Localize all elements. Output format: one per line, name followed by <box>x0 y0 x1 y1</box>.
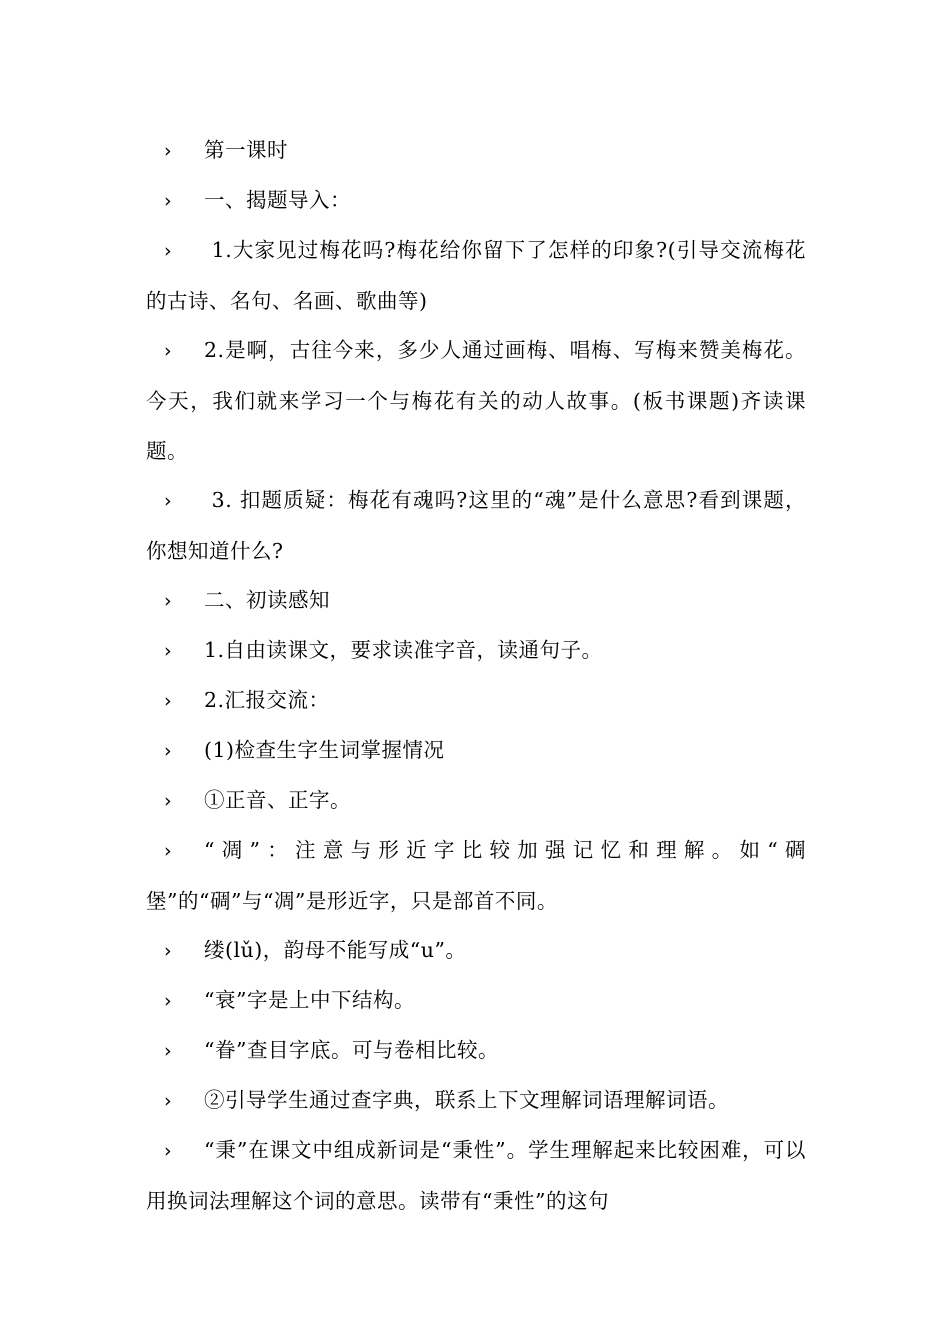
bullet-icon: › <box>163 490 173 512</box>
bullet-icon: › <box>163 140 173 162</box>
paragraph-char-diao <box>146 825 806 926</box>
paragraph-item-2 <box>146 325 806 476</box>
paragraph-char-shuai <box>146 975 806 1026</box>
paragraph-correct-pronunciation <box>146 775 806 826</box>
paragraph-text: ①正音、正字。 <box>204 788 351 812</box>
bullet-icon: › <box>163 740 173 762</box>
paragraph-text: “秉”在课文中组成新词是“秉性”。学生理解起来比较困难，可以用换词法理解这个词的意思。读带有“秉性”的这句 <box>146 1138 806 1213</box>
bullet-icon: › <box>163 640 173 662</box>
paragraph-text: (1)检查生字生词掌握情况 <box>204 738 445 762</box>
paragraph-text: “凋”：注意与形近字比较加强记忆和理解。如“碉堡”的“碉”与“凋”是形近字，只是部首不同。 <box>146 838 806 913</box>
paragraph-text: 1.大家见过梅花吗?梅花给你留下了怎样的印象?(引导交流梅花的古诗、名句、名画、歌曲等) <box>146 238 806 313</box>
bullet-icon: › <box>163 940 173 962</box>
paragraph-text: 二、初读感知 <box>204 588 330 612</box>
bullet-icon: › <box>163 1140 173 1162</box>
paragraph-text: 缕(lǔ)，韵母不能写成“u”。 <box>204 938 467 962</box>
paragraph-lesson-title <box>146 125 806 176</box>
bullet-icon: › <box>163 1090 173 1112</box>
paragraph-section-two <box>146 575 806 626</box>
paragraph-read-item-2 <box>146 675 806 726</box>
bullet-icon: › <box>163 1040 173 1062</box>
paragraph-text: “衰”字是上中下结构。 <box>204 988 415 1012</box>
paragraph-char-lv <box>146 925 806 976</box>
paragraph-text: 2.是啊，古往今来，多少人通过画梅、唱梅、写梅来赞美梅花。今天，我们就来学习一个与梅花有关的动人故事。(板书课题)齐读课题。 <box>146 338 806 463</box>
paragraph-char-juan <box>146 1025 806 1076</box>
paragraph-item-3 <box>146 475 806 576</box>
bullet-icon: › <box>163 790 173 812</box>
bullet-icon: › <box>163 190 173 212</box>
paragraph-item-1 <box>146 225 806 326</box>
paragraph-text: “眷”查目字底。可与卷相比较。 <box>204 1038 499 1062</box>
paragraph-section-one <box>146 175 806 226</box>
paragraph-char-bing <box>146 1125 806 1226</box>
bullet-icon: › <box>163 240 173 262</box>
bullet-icon: › <box>163 690 173 712</box>
bullet-icon: › <box>163 590 173 612</box>
bullet-icon: › <box>163 840 173 862</box>
paragraph-text: ②引导学生通过查字典，联系上下文理解词语理解词语。 <box>204 1088 729 1112</box>
bullet-icon: › <box>163 990 173 1012</box>
paragraph-text: 一、揭题导入： <box>204 188 351 212</box>
paragraph-text: 3. 扣题质疑：梅花有魂吗?这里的“魂”是什么意思?看到课题，你想知道什么? <box>146 488 806 563</box>
paragraph-text: 1.自由读课文，要求读准字音，读通句子。 <box>204 638 603 662</box>
paragraph-text: 第一课时 <box>204 138 288 162</box>
paragraph-text: 2.汇报交流： <box>204 688 330 712</box>
paragraph-dictionary <box>146 1075 806 1126</box>
bullet-icon: › <box>163 340 173 362</box>
paragraph-read-item-1 <box>146 625 806 676</box>
paragraph-check-vocab <box>146 725 806 776</box>
